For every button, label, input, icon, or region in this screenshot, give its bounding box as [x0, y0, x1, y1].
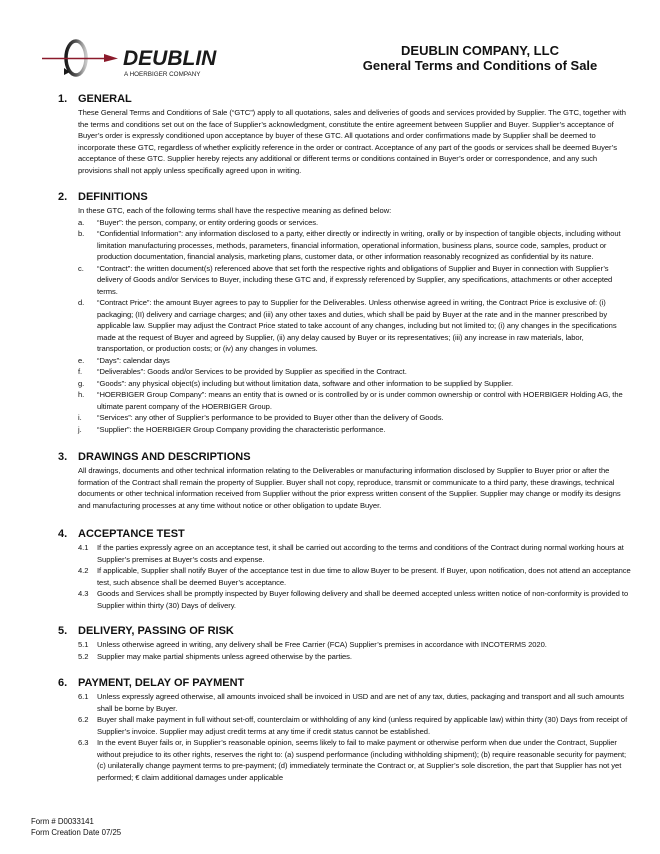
section-number: 3. [58, 451, 68, 463]
section-body: All drawings, documents and other technical information relating to the Deliverables or manufacturing information disclosed by Supplier to Buyer prior or after the formation of the Contract shall remain the property of Supplier. Buyer shall not copy, reproduce, transmit or communicate to a third party, these drawings, technical documents or other technical information received from Supplier without the prior express written consent of the Supplier. Supplier may change or modify its designs and manufacturing processes at any time without notice or other obligation to update Buyer. [78, 466, 621, 510]
section-number: 6. [58, 677, 68, 689]
item-text: In the event Buyer fails or, in Supplier’s reasonable opinion, seems likely to fail to make payment or otherwise perform when due under the Contract, Supplier without prejudice to its other rights, reserves the right to: (a) suspend performance (including withholding shipment); (b) require reasonable security for payment; (c) unilaterally change payment terms to pre-payment; (d) immediately terminate the Contract or, at Supplier’s sole discretion, the part that Supplier has not yet performed; € claim additional damages under applicable [97, 738, 627, 782]
section-title: PAYMENT, DELAY OF PAYMENT [78, 677, 245, 689]
item-label: j. [78, 424, 82, 434]
section-heading [58, 450, 632, 464]
definition-item [78, 366, 632, 378]
section-title: DRAWINGS AND DESCRIPTIONS [78, 451, 251, 463]
section-body: These General Terms and Conditions of Sale (“GTC”) apply to all quotations, sales and deliveries of goods and services provided by Supplier. The GTC, together with the terms and conditions set out on the face of Supplier’s acknowledgment, constitute the entire agreement between Supplier and Buyer. Supplier’s acceptance of Buyer’s order is expressly conditioned upon acceptance by buyer of these GTC. All quotations and order confirmations made by Supplier shall be deemed to incorporate these GTC, regardless of whether explicitly reference in the order or contract. Acceptance of any part of the goods or services shall be deemed Buyer’s acceptance of these GTC. Supplier hereby rejects any additional or different terms or conditions contained in Buyer’s order or correspondence, and any such provisions shall not apply unless specifically agreed upon in writing. [78, 108, 626, 175]
item-label: g. [78, 378, 85, 388]
definition-item [78, 389, 632, 412]
clause-item [78, 565, 632, 588]
clause-item [78, 542, 632, 565]
item-text: “Deliverables”: Goods and/or Services to be provided by Supplier as specified in the Contract. [97, 367, 407, 376]
section-number: 4. [58, 528, 68, 540]
section-payment [58, 676, 632, 783]
item-text: Supplier may make partial shipments unless agreed otherwise by the parties. [97, 651, 352, 661]
section-delivery [58, 624, 632, 662]
item-text: “Supplier”: the HOERBIGER Group Company providing the characteristic performance. [97, 424, 386, 434]
form-creation-date: Form Creation Date 07/25 [31, 828, 122, 837]
definition-item [78, 412, 632, 424]
clause-item [78, 737, 632, 783]
section-title: DEFINITIONS [78, 191, 148, 203]
clause-item [78, 714, 632, 737]
item-label: b. [78, 229, 85, 238]
document-header [330, 43, 630, 73]
section-drawings [58, 450, 632, 511]
item-text: “Buyer”: the person, company, or entity ordering goods or services. [97, 217, 319, 227]
item-text: “Contract Price”: the amount Buyer agrees to pay to Supplier for the Deliverables. Unless otherwise agreed in writing, the Contract Price is exclusive of: (i) packaging; (II) delivery and carriage charges; and (iii) any other taxes and duties, which shall be paid by Buyer at the rate and in the manner prescribed by applicable law. Supplier may adjust the Contract Price stated to take account of any changes, including but not limited to; (i) any changes in the specifications made at the request of Buyer and agreed by Supplier, (ii) any delay caused by Buyer or its representatives; (iii) any increase in raw materials, labor, transportation, or production costs; or (iv) any changes in volumes. [97, 298, 617, 353]
section-heading [58, 676, 632, 690]
definition-item [78, 424, 632, 436]
section-definitions [58, 190, 632, 435]
section-general [58, 92, 632, 176]
item-text: Goods and Services shall be promptly inspected by Buyer following delivery and shall be deemed accepted unless written notice of non-conformity is provided to Supplier within thirty (30) Days of delivery. [97, 589, 629, 610]
item-text: Unless otherwise agreed in writing, any delivery shall be Free Carrier (FCA) Supplier’s premises in accordance with INCOTERMS 2020. [97, 640, 547, 649]
document-title: General Terms and Conditions of Sale [362, 58, 598, 73]
item-text: Unless expressly agreed otherwise, all amounts invoiced shall be invoiced in USD and are net of any tax, duties, packaging and transport and all such amounts shall be borne by Buyer. [97, 692, 624, 713]
section-number: 2. [58, 191, 68, 203]
item-label: d. [78, 298, 85, 307]
page-footer [31, 816, 121, 838]
definition-item [78, 228, 632, 263]
item-label: 4.1 [78, 543, 89, 552]
logo-graphic [40, 38, 230, 80]
item-label: a. [78, 217, 85, 227]
item-text: “Days”: calendar days [97, 355, 170, 365]
item-label: f. [78, 367, 83, 376]
arrow-head-icon [104, 54, 118, 62]
item-text: “Contract”: the written document(s) referenced above that set forth the respective rights and obligations of Supplier and Buyer in connection with Supplier’s delivery of Goods and/or Services to Buyer, including these GTC and, if expressly referenced by Supplier, any specifications, attachments or other accepted terms. [97, 263, 613, 296]
item-label: 6.1 [78, 692, 89, 701]
company-name: DEUBLIN COMPANY, LLC [401, 43, 559, 58]
item-label: 6.2 [78, 715, 89, 724]
document-body [58, 92, 632, 795]
section-title: ACCEPTANCE TEST [78, 528, 185, 540]
item-text: “Goods”: any physical object(s) including but without limitation data, software and other information to be supplied by Supplier. [97, 378, 514, 388]
item-label: e. [78, 355, 85, 365]
deublin-logo [40, 38, 230, 80]
logo-brand: DEUBLIN [123, 47, 217, 70]
item-text: “HOERBIGER Group Company”: means an entity that is owned or is controlled by or is under common ownership or control with HOERBIGER Holding AG, the ultimate parent company of the HOERBIGER Group. [97, 390, 623, 411]
definition-item [78, 217, 632, 229]
section-number: 1. [58, 93, 68, 105]
item-text: “Services”: any other of Supplier’s performance to be provided to Buyer other than the delivery of Goods. [97, 413, 444, 422]
section-title: GENERAL [78, 93, 132, 105]
section-heading [58, 190, 632, 204]
item-text: If the parties expressly agree on an acceptance test, it shall be carried out according to the terms and conditions of the Contract during normal working hours at Supplier’s premises at Buyer’s costs and expense. [97, 543, 624, 564]
item-text: “Confidential Information”: any information disclosed to a party, either directly or indirectly in writing, orally or by inspection of tangible objects, including without limitation manufacturing processes, methods, parameters, financial information, operational information, business plans, source code, samples, product or production documentation, financial analysis, marketing plans, customer data, or other information reasonably recognized as confidential by its nature. [97, 229, 621, 261]
section-title: DELIVERY, PASSING OF RISK [78, 625, 234, 637]
item-label: 4.3 [78, 589, 89, 598]
item-text: If applicable, Supplier shall notify Buyer of the acceptance test in due time to allow Buyer to be present. If Buyer, upon notification, does not attend an acceptance test, such absence shall be deemed Buyer’s acceptance. [97, 566, 631, 587]
definition-item [78, 297, 632, 355]
section-acceptance-test [58, 527, 632, 611]
clause-item [78, 691, 632, 714]
clause-item [78, 651, 632, 663]
section-intro: In these GTC, each of the following terms shall have the respective meaning as defined below: [78, 206, 392, 215]
item-label: 5.2 [78, 651, 89, 661]
clause-item [78, 639, 632, 651]
section-heading [58, 92, 632, 106]
item-label: 5.1 [78, 640, 89, 649]
definition-item [78, 263, 632, 298]
definition-item [78, 355, 632, 367]
item-label: c. [78, 263, 84, 273]
section-number: 5. [58, 625, 68, 637]
section-heading [58, 527, 632, 541]
item-text: Buyer shall make payment in full without set-off, counterclaim or withholding of any kind (unless required by applicable law) within thirty (30) Days from receipt of Supplier’s invoice. Supplier may adjust credit terms at any time if credit status cannot be established. [97, 715, 628, 736]
item-label: 4.2 [78, 566, 89, 575]
item-label: h. [78, 390, 85, 399]
logo-tagline: A HOERBIGER COMPANY [124, 71, 201, 78]
clause-item [78, 588, 632, 611]
section-heading [58, 624, 632, 638]
item-label: 6.3 [78, 738, 89, 747]
definition-item [78, 378, 632, 390]
item-label: i. [78, 413, 82, 422]
form-number: Form # D0033141 [31, 817, 94, 826]
